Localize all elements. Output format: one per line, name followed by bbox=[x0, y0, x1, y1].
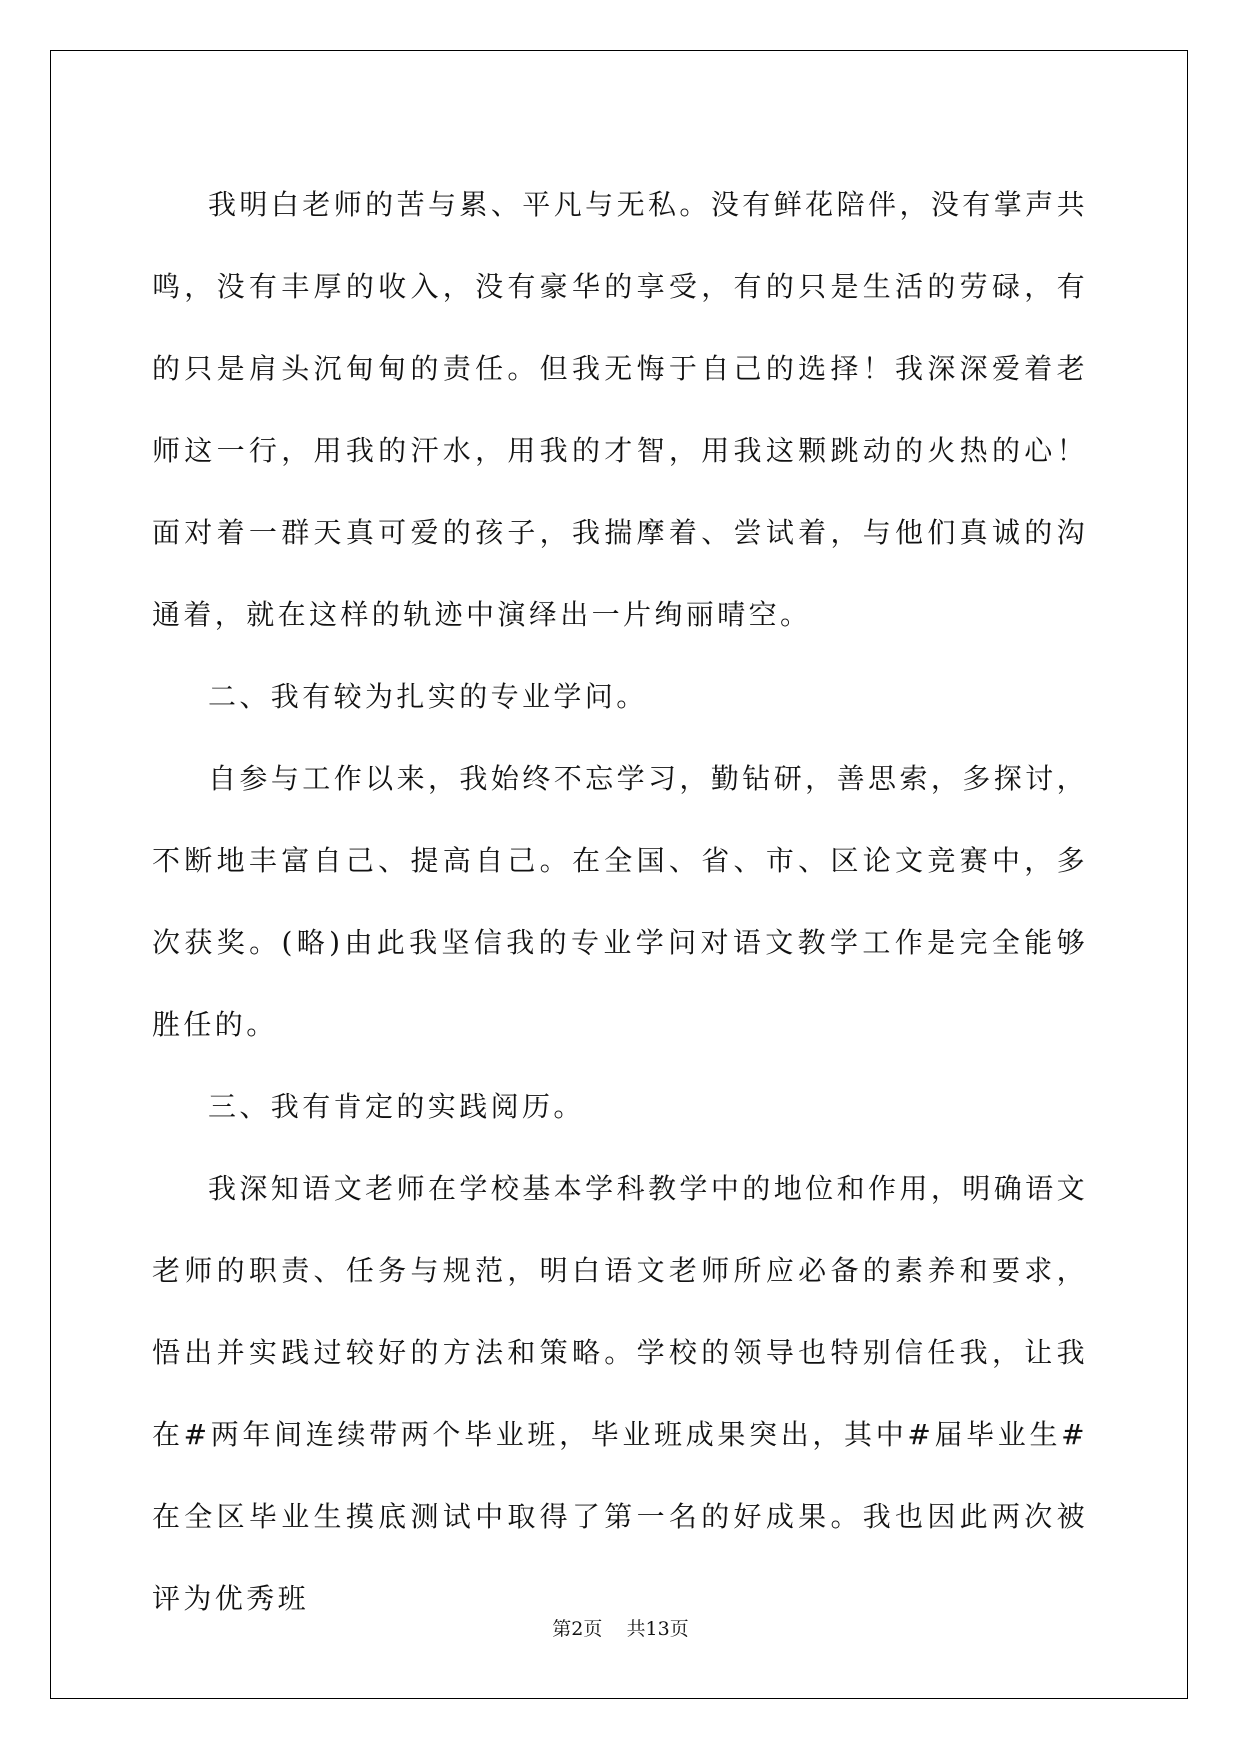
page-footer bbox=[0, 1614, 1241, 1641]
document-body bbox=[152, 164, 1088, 1640]
page-total: 共13页 bbox=[626, 1618, 689, 1640]
paragraph: 我明白老师的苦与累、平凡与无私。没有鲜花陪伴，没有掌声共鸣，没有丰厚的收入，没有豪华的享受，有的只是生活的劳碌，有的只是肩头沉甸甸的责任。但我无悔于自己的选择！我深深爱着老师这一行，用我的汗水，用我的才智，用我这颗跳动的火热的心！面对着一群天真可爱的孩子，我揣摩着、尝试着，与他们真诚的沟通着，就在这样的轨迹中演绎出一片绚丽晴空。 bbox=[152, 188, 1088, 631]
page-number: 第2页 bbox=[552, 1618, 603, 1640]
paragraph: 自参与工作以来，我始终不忘学习，勤钻研，善思索，多探讨，不断地丰富自己、提高自己。在全国、省、市、区论文竞赛中，多次获奖。(略)由此我坚信我的专业学问对语文教学工作是完全能够胜任的。 bbox=[152, 762, 1088, 1041]
section-heading: 二、我有较为扎实的专业学问。 bbox=[208, 680, 648, 713]
section-heading: 三、我有肯定的实践阅历。 bbox=[208, 1090, 585, 1123]
paragraph: 我深知语文老师在学校基本学科教学中的地位和作用，明确语文老师的职责、任务与规范，明白语文老师所应必备的素养和要求，悟出并实践过较好的方法和策略。学校的领导也特别信任我，让我在#两年间连续带两个毕业班，毕业班成果突出，其中#届毕业生#在全区毕业生摸底测试中取得了第一名的好成果。我也因此两次被评为优秀班 bbox=[152, 1172, 1088, 1615]
